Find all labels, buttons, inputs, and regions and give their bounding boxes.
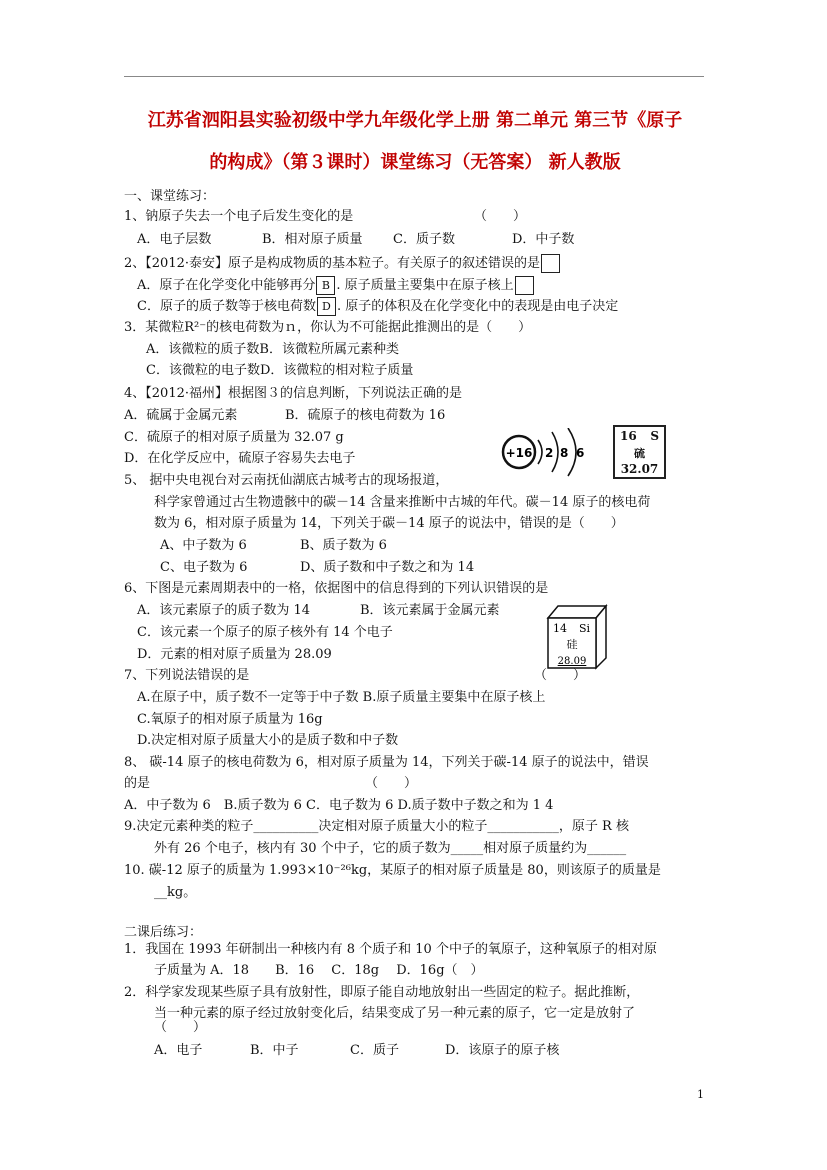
- q1-option-c: C．质子数: [393, 232, 455, 247]
- q2-stem-text: 2、【2012·泰安】原子是构成物质的基本粒子。有关原子的叙述错误的是: [124, 256, 540, 271]
- sulfur-element-card: [613, 425, 666, 479]
- page-title-line-2: 的构成》（第３课时）课堂练习（无答案） 新人教版: [209, 152, 621, 173]
- q7-option-c: C.氧原子的相对原子质量为 16g: [137, 712, 323, 727]
- q5-option-b: B、质子数为 6: [300, 538, 387, 553]
- q1-stem: 1、钠原子失去一个电子后发生变化的是: [124, 209, 354, 224]
- nucleus-charge: +16: [505, 446, 533, 460]
- answer-box: [541, 254, 560, 273]
- q2-option-d-mark: D: [317, 297, 336, 316]
- s2-q2-option-a: A．电子: [154, 1043, 203, 1058]
- s2-q1-line-2: 子质量为 A．18 B．16 C．18g D．16g（ ）: [154, 963, 484, 978]
- atomic-number: 14: [553, 622, 567, 635]
- answer-box: [515, 276, 534, 295]
- s2-q2-line-2: 当一种元素的原子经过放射变化后，结果变成了另一种元素的原子，它一定是放射了: [154, 1006, 636, 1021]
- s2-q1-line-1: 1．我国在 1993 年研制出一种核内有 8 个质子和 10 个中子的氧原子，这种氧原子的相对原: [124, 942, 657, 957]
- q1-option-d: D．中子数: [512, 232, 575, 247]
- q2-option-b: . 原子质量主要集中在原子核上: [336, 278, 514, 293]
- q2-options-cd: [137, 297, 618, 316]
- q4-stem: 4、【2012·福州】根据图３的信息判断，下列说法正确的是: [124, 386, 462, 401]
- q1-paren: （ ）: [474, 209, 527, 224]
- section2-heading: 二课后练习：: [124, 925, 203, 940]
- s2-q2-line-3: （ ）: [154, 1020, 207, 1035]
- q7-options-ab: A.在原子中，质子数不一定等于中子数 B.原子质量主要集中在原子核上: [137, 690, 546, 705]
- q4-option-c: C．硫原子的相对原子质量为 32.07 g: [124, 430, 344, 445]
- q4-option-d: D．在化学反应中，硫原子容易失去电子: [124, 451, 356, 466]
- element-symbol: Si: [579, 622, 591, 635]
- q8-line-1: 8、 碳-14 原子的核电荷数为 6，相对原子质量为 14，下列关于碳-14 原子的说法中，错误: [124, 755, 649, 770]
- electron-shell-1: [538, 440, 542, 464]
- q1-option-a: A．电子层数: [137, 232, 212, 247]
- q3-options-cd: C．该微粒的电子数D．该微粒的相对粒子质量: [146, 363, 414, 378]
- q5-line-3: 数为 6，相对原子质量为 14，下列关于碳－14 原子的说法中，错误的是（ ）: [154, 516, 624, 531]
- q7-stem: 7、下列说法错误的是: [124, 668, 250, 683]
- atomic-mass: 28.09: [557, 656, 587, 667]
- header-rule: [124, 76, 704, 77]
- q7-option-d: D.决定相对原子质量大小的是质子数和中子数: [137, 733, 399, 748]
- q4-option-b: B．硫原子的核电荷数为 16: [285, 408, 446, 423]
- q2-option-d: . 原子的体积及在化学变化中的表现是由电子决定: [336, 299, 619, 314]
- q5-line-1: 5、 据中央电视台对云南抚仙湖底古城考古的现场报道，: [124, 473, 449, 488]
- atomic-number: 16: [620, 429, 637, 443]
- s2-q2-option-b: B．中子: [250, 1043, 299, 1058]
- electron-count-shell-2: 8: [560, 446, 569, 460]
- q8-paren: （ ）: [365, 776, 418, 791]
- sulfur-atom-structure-diagram: [500, 428, 592, 480]
- q4-option-a: A．硫属于金属元素: [124, 408, 238, 423]
- q7-paren: （ ）: [534, 668, 587, 683]
- q5-option-c: C、电子数为 6: [160, 560, 248, 575]
- element-name: 硅: [566, 638, 578, 651]
- atomic-mass: 32.07: [620, 462, 659, 476]
- q2-options-ab: [137, 276, 535, 295]
- s2-q2-option-d: D．该原子的原子核: [445, 1043, 560, 1058]
- s2-q2-line-1: 2．科学家发现某些原子具有放射性，即原子能自动地放射出一些固定的粒子。据此推断，: [124, 985, 640, 1000]
- q2-option-c: C．原子的质子数等于核电荷数: [137, 299, 316, 314]
- q2-option-a: A．原子在化学变化中能够再分: [137, 278, 316, 293]
- section1-heading: 一、课堂练习：: [124, 189, 216, 204]
- q5-option-a: A、中子数为 6: [160, 538, 247, 553]
- q3-options-ab: A．该微粒的质子数B．该微粒所属元素种类: [146, 342, 399, 357]
- q5-line-2: 科学家曾通过古生物遗骸中的碳－14 含量来推断中古城的年代。碳－14 原子的核电荷: [154, 495, 651, 510]
- q6-option-c: C．该元素一个原子的原子核外有 14 个电子: [137, 625, 393, 640]
- q9-line-1: 9.决定元素种类的粒子__________决定相对原子质量大小的粒子___________，原子 R 核: [124, 819, 629, 834]
- page-number: 1: [697, 1088, 704, 1101]
- electron-shell-3: [568, 428, 576, 476]
- element-symbol: S: [650, 429, 659, 443]
- q6-option-b: B．该元素属于金属元素: [360, 603, 500, 618]
- element-name: 硫: [634, 447, 645, 460]
- q6-option-d: D．元素的相对原子质量为 28.09: [137, 647, 332, 662]
- q10-line-2: __kg。: [154, 885, 197, 900]
- electron-count-shell-1: 2: [545, 446, 554, 460]
- q6-option-a: A．该元素原子的质子数为 14: [137, 603, 311, 618]
- q8-options: A．中子数为 6 B.质子数为 6 C．电子数为 6 D.质子数中子数之和为 1 4: [124, 798, 554, 813]
- q3-stem: 3．某微粒R²⁻的核电荷数为ｎ，你认为不可能据此推测出的是（ ）: [124, 320, 532, 335]
- q6-stem: 6、下图是元素周期表中的一格，依据图中的信息得到的下列认识错误的是: [124, 581, 549, 596]
- q2-option-b-mark: B: [316, 276, 335, 295]
- q8-line-2: 的是: [124, 776, 151, 791]
- q10-line-1: 10. 碳-12 原子的质量为 1.993×10⁻²⁶kg，某原子的相对原子质量是 80，则该原子的质量是: [124, 863, 661, 878]
- q2-stem: [124, 254, 561, 273]
- q9-line-2: 外有 26 个电子，核内有 30 个中子，它的质子数为_____相对原子质量约为______: [154, 841, 627, 856]
- q1-option-b: B．相对原子质量: [262, 232, 363, 247]
- q5-option-d: D、质子数和中子数之和为 14: [300, 560, 475, 575]
- s2-q2-option-c: C．质子: [350, 1043, 399, 1058]
- cube-side-face: [596, 606, 606, 668]
- silicon-element-cube: [544, 600, 608, 670]
- electron-count-shell-3: 6: [576, 446, 585, 460]
- page-title-line-1: 江苏省泗阳县实验初级中学九年级化学上册 第二单元 第三节《原子: [147, 110, 683, 131]
